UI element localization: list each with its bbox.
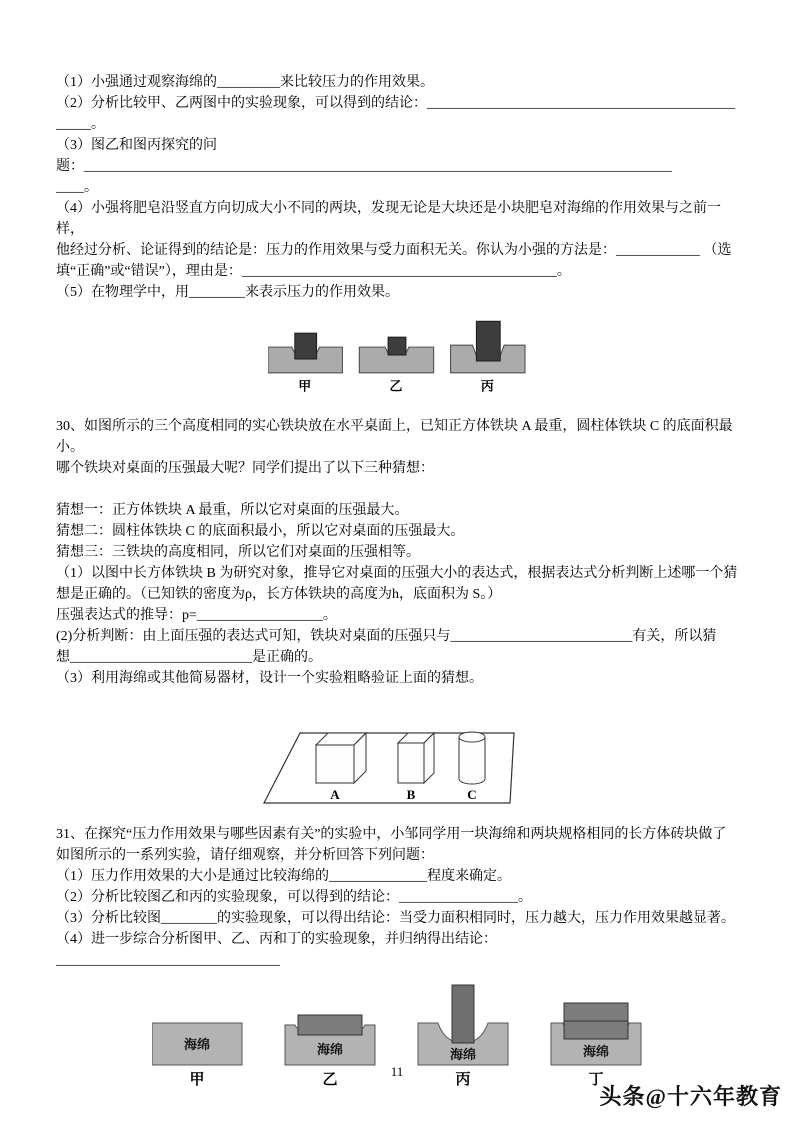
fig2-label-a: A [330,787,340,802]
cylinder-body [459,737,485,784]
q31-line-1: 31、在探究“压力作用效果与哪些因素有关”的实验中，小邹同学用一块海绵和两块规格相同的长方体砖块做了 [56,827,727,842]
q30-line-8: 压强表达式的推导：p=__________________。 [56,608,337,623]
fig3-label-yi: 乙 [322,1072,338,1088]
sponge-label: 海绵 [449,1047,477,1062]
cube-front-face [316,745,354,783]
q29-line-6: （4）小强将肥皂沿竖直方向切成大小不同的两块，发现无论是大块还是小块肥皂对海绵的作用效果与之前一样， [56,201,721,237]
question-31-section [56,824,738,971]
brick-stacked-bottom [564,1021,628,1039]
q30-line-7: 想是正确的。（已知铁的密度为ρ，长方体铁块的高度为h，底面积为 S。） [56,587,502,602]
fig1-label-yi: 乙 [389,379,403,394]
q31-line-4: （2）分析比较图乙和丙的实验现象，可以得到的结论：_________________。 [56,890,532,905]
fig1-label-jia: 甲 [298,379,312,394]
figure-sponge-blocks [56,313,738,402]
fig2-label-b: B [406,787,416,802]
fig3-label-jia: 甲 [189,1072,205,1088]
q29-line-5: ____。 [56,180,98,195]
q29-line-2: （2）分析比较甲、乙两图中的实验现象，可以得到的结论：_________________________________________________。 [56,96,735,132]
figure2-svg [252,697,542,809]
q29-line-4: 题：____________________________________________________________________________________ [56,159,672,174]
fig1-unit-jia [268,333,342,394]
q30-guess-2: 猜想二：圆柱体铁块 C 的底面积最小，所以它对桌面的压强最大。 [56,524,465,539]
q31-line-2: 如图所示的一系列实验，请仔细观察，并分析回答下列问题： [56,848,434,863]
figure-iron-blocks [56,697,738,814]
page-number: 11 [390,1064,404,1079]
q30-line-6: （1）以图中长方体铁块 B 为研究对象，推导它对桌面的压强大小的表达式，根据表达式分析判断上述哪一个猜 [56,566,738,581]
q30-guess-1: 猜想一：正方体铁块 A 最重，所以它对桌面的压强最大。 [56,503,409,518]
q30-line-9: (2)分析判断：由上面压强的表达式可知，铁块对桌面的压强只与__________________________有关，所以猜 [56,629,717,644]
fig1-label-bing: 丙 [480,379,494,394]
fig1-unit-bing [451,321,525,393]
q29-line-7: 他经过分析、论证得到的结论是：压力的作用效果与受力面积无关。你认为小强的方法是：____________ （选 [56,243,732,258]
q31-line-5: （3）分析比较图________的实验现象，可以得出结论：当受力面积相同时，压力越大，压力作用效果越显著。 [56,911,735,926]
q30-line-10: 想__________________________是正确的。 [56,650,322,665]
sponge-label: 海绵 [582,1044,610,1059]
cuboid-front-face [398,743,424,783]
q30-line-11: （3）利用海绵或其他简易器材，设计一个实验粗略验证上面的猜想。 [56,671,483,686]
brick-flat [298,1015,362,1035]
q29-line-1: （1）小强通过观察海绵的_________来比较压力的作用效果。 [56,75,434,90]
sponge-label: 海绵 [316,1042,344,1057]
brick-stacked-top [564,1003,628,1021]
brick-upright [452,985,474,1043]
figure1-svg [268,313,526,397]
pressing-block [295,333,317,359]
watermark: 头条@十六年教育 [599,1084,782,1109]
q29-line-3: （3）图乙和图丙探究的问 [56,138,217,153]
q31-line-7: ________________________________ [56,953,280,968]
fig3-label-ding: 丁 [588,1072,604,1088]
sponge-label: 海绵 [183,1037,211,1052]
cylinder-top [459,732,485,742]
q31-line-6: （4）进一步综合分析图甲、乙、丙和丁的实验现象，并归纳得出结论： [56,932,497,947]
q31-line-3: （1）压力作用效果的大小是通过比较海绵的______________程度来确定。 [56,869,511,884]
fig2-label-c: C [467,787,477,802]
q30-line-1: 30、如图所示的三个高度相同的实心铁块放在水平桌面上，已知正方体铁块 A 最重，圆柱体铁块 C 的底面积最小。 [56,419,733,455]
question-30-section [56,416,738,689]
question-29-section [56,72,738,303]
q29-line-8: 填“正确”或“错误”），理由是：_____________________________________________。 [56,264,571,279]
pressing-block [476,321,500,361]
fig3-label-bing: 丙 [455,1072,471,1088]
pressing-block [388,337,406,355]
fig1-unit-yi [359,337,433,394]
q30-guess-3: 猜想三：三铁块的高度相同，所以它们对桌面的压强相等。 [56,545,420,560]
q29-line-9: （5）在物理学中，用________来表示压力的作用效果。 [56,285,399,300]
q30-line-2: 哪个铁块对桌面的压强最大呢？同学们提出了以下三种猜想： [56,461,434,476]
